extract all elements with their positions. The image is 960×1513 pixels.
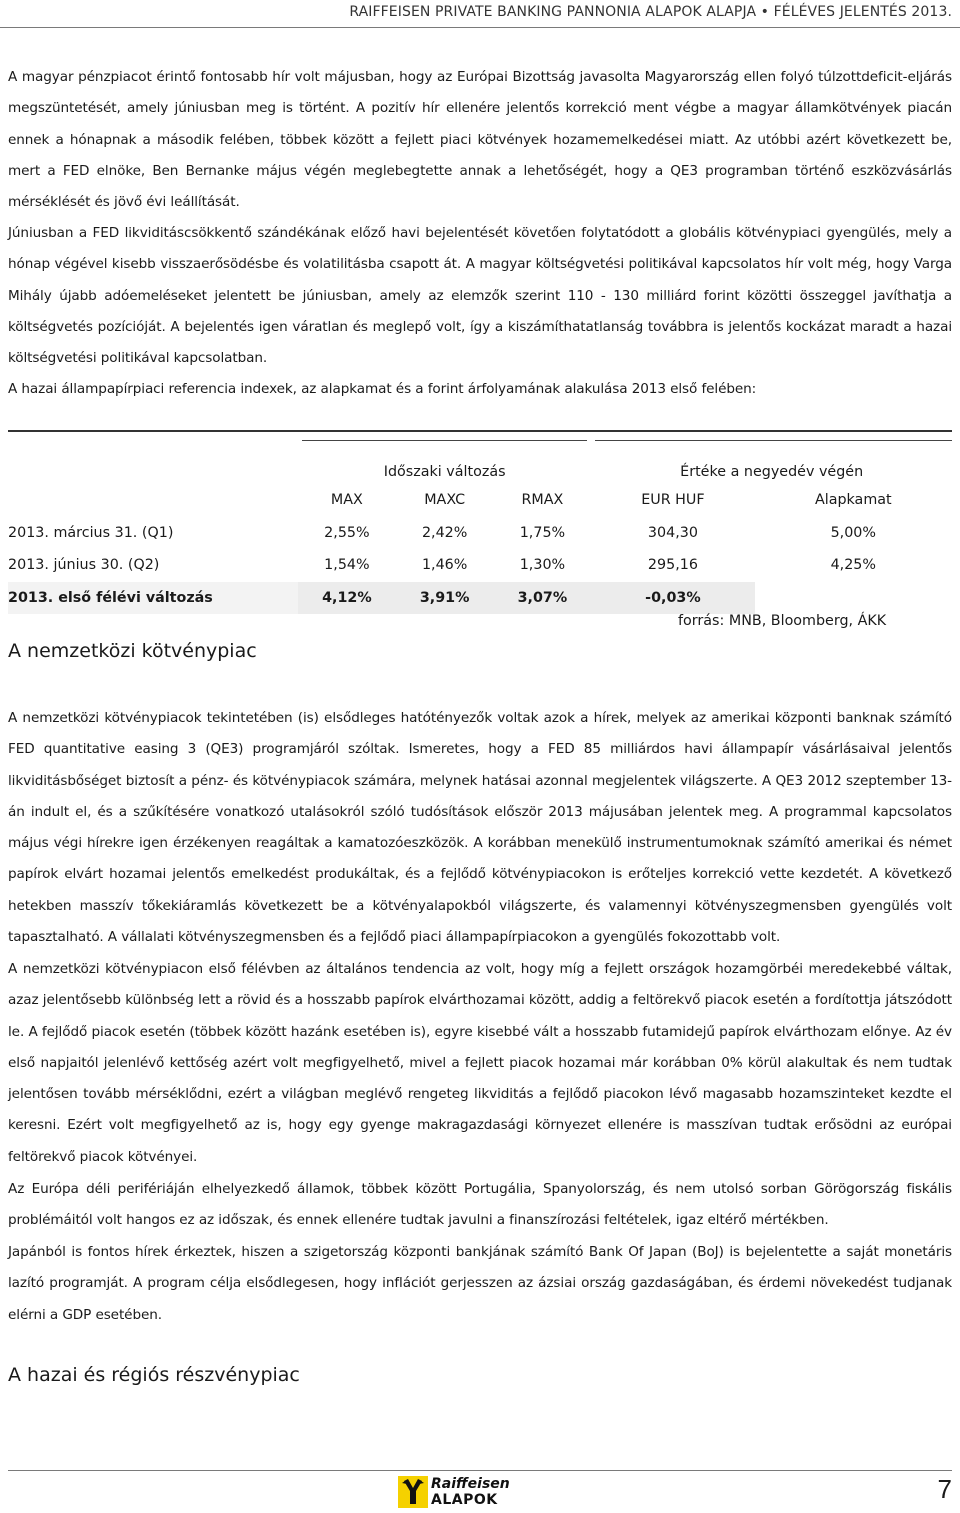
- table-cell: 1,30%: [519, 557, 566, 574]
- table-row: [8, 517, 952, 550]
- group-header-period-change: Időszaki változás: [298, 431, 591, 484]
- table-cell: 4,25%: [830, 557, 876, 574]
- section-heading-international-bonds: A nemzetközi kötvénypiac: [8, 640, 257, 662]
- section-heading-equity-market: A hazai és régiós részvénypiac: [8, 1364, 300, 1386]
- column-header: EUR HUF: [641, 492, 705, 509]
- row-label: 2013. június 30. (Q2): [8, 557, 160, 574]
- table-cell: 5,00%: [830, 524, 876, 541]
- group-header-quarter-end-value: Értéke a negyedév végén: [591, 431, 952, 484]
- logo-sub-text: ALAPOK: [431, 1492, 498, 1508]
- row-label: 2013. március 31. (Q1): [8, 524, 174, 541]
- raiffeisen-crossed-horse-heads-icon: [398, 1476, 428, 1508]
- table-cell: [755, 582, 952, 615]
- logo-brand-text: Raiffeisen: [431, 1476, 510, 1492]
- table-source: forrás: MNB, Bloomberg, ÁKK: [678, 613, 887, 629]
- header-rule: [0, 27, 960, 28]
- column-header: MAXC: [424, 492, 466, 509]
- table-group-header-row: [8, 431, 952, 484]
- row-label: 2013. első félévi változás: [8, 582, 298, 615]
- table-cell: 295,16: [647, 557, 698, 574]
- reference-index-table: [8, 430, 952, 614]
- paragraph-money-market: A magyar pénzpiacot érintő fontosabb hír volt májusban, hogy az Európai Bizottság javasolta Magyarország ellen folyó túlzottdeficit-eljárás megszüntetését, amely júniusban meg is történt. A pozitív hír ellenére jelentős korrekció ment végbe a magyar államkötvények piacán ennek a hónapnak a második felében, többek között a fejlett piaci kötvények hozamemelkedései miatt. Az utóbbi azért következett be, mert a FED elnöke, Ben Bernanke május végén meglebegtette annak a lehetőségét, hogy a QE3 programban történő eszközvásárlás mérséklését és jövő évi leállítását.: [8, 69, 952, 211]
- paragraph-europe-periphery: Az Európa déli perifériáján elhelyezkedő államok, többek között Portugália, Spanyolország, és nem utolsó sorban Görögország fiskális problémáitól volt hangos ez az időszak, és ennek ellenére tudtak javulni a finanszírozási feltételek, igaz eltérő mértékben.: [8, 1181, 952, 1229]
- footer-rule: [8, 1470, 952, 1471]
- table-cell: 1,75%: [519, 524, 566, 541]
- paragraph-japan: Japánból is fontos hírek érkeztek, hiszen a szigetország központi bankjának számító Bank Of Japan (BoJ) is bejelentette a saját monetáris lazító programját. A program célja elsődlegesen, hogy inflációt gerjesszen az ázsiai ország gazdaságában, és érdemi növekedést tudjanak elérni a GDP esetében.: [8, 1244, 952, 1323]
- table-cell: 2,42%: [421, 524, 468, 541]
- table-cell: 1,46%: [421, 557, 468, 574]
- column-header: Alapkamat: [814, 492, 892, 509]
- table-cell: 2,55%: [324, 524, 370, 541]
- table-cell: -0,03%: [591, 582, 754, 615]
- table-cell: 1,54%: [324, 557, 370, 574]
- table-column-header-row: [8, 484, 952, 517]
- table-cell: 304,30: [647, 524, 698, 541]
- paragraph-yield-curves: A nemzetközi kötvénypiacon első félévben az általános tendencia az volt, hogy míg a fejlett országok hozamgörbéi meredekebbé váltak, azaz jelentősebb különbség lett a rövid és a hosszabb papírok elvárthozamai között, addig a feltörekvő piacok esetén a fordítottja játszódott le. A fejlődő piacok esetén (többek között hazánk esetében is), egyre kisebbé vált a hosszabb futamidejű papírok elvárthozam előnye. Az év első napjaitól jelenlévő kettőség azért volt megfigyelhető, mivel a fejlett piacok hozamai már korábban 0% körül alakultak és nem tudtak jelentősen tovább mérséklődni, ezért a világban meglévő rengeteg likviditás a fejlődő piacokon lévő magasabb hozamszinteket kezdte el keresni. Ezért volt megfigyelhető az is, hogy egy gyenge makragazdasági környezet ellenére is masszívan tudtak erősödni az európai feltörekvő piacok kötvényei.: [8, 961, 952, 1165]
- column-header: RMAX: [521, 492, 564, 509]
- paragraph-qe3: A nemzetközi kötvénypiacok tekintetében (is) elsődleges hatótényezők voltak azok a hírek, melyek az amerikai központi banknak számító FED quantitative easing 3 (QE3) programjáról szóltak. Ismeretes, hogy a FED 85 milliárdos havi állampapír vásárlásaival jelentős likviditásbőséget biztosít a pénz- és kötvénypiacok számára, melynek hatásai azonnal megjelentek világszerte. A QE3 2012 szeptember 13-án indult el, és a szűkítésére vonatkozó utalásokról szóló tudósítások először 2013 májusában jelentek meg. A programmal kapcsolatos május végi hírekre igen érzékenyen reagáltak a kamatozóeszközök. A korábban menekülő instrumentumoknak számító amerikai és német papírok elvárt hozamai jelentős emelkedést produkáltak, és a fejlődő kötvénypiacokon is erőteljes korrekció vette kezdetét. A következő hetekben masszív tőkekiáramlás következett be a kötvényalapokból világszerte, és valamennyi kötvényszegmensben gyengülés volt tapasztalható. A vállalati kötvényszegmensben és a fejlődő piaci állampapírpiacokon a gyengülés fokozottabb volt.: [8, 710, 952, 946]
- running-header: RAIFFEISEN PRIVATE BANKING PANNONIA ALAPOK ALAPJA • FÉLÉVES JELENTÉS 2013.: [349, 4, 952, 20]
- paragraph-table-intro: A hazai állampapírpiaci referencia indexek, az alapkamat és a forint árfolyamának alakulása 2013 első felében:: [8, 381, 757, 397]
- page-number: 7: [937, 1474, 952, 1504]
- table-cell: 4,12%: [298, 582, 396, 615]
- table-total-row: [8, 582, 952, 615]
- table-cell: 3,91%: [396, 582, 494, 615]
- table-row: [8, 549, 952, 582]
- paragraph-fed-june: Júniusban a FED likviditáscsökkentő szándékának előző havi bejelentését követően folytatódott a globális kötvénypiaci gyengülés, mely a hónap végével kisebb visszaerősödésbe és volatilitásba csapott át. A magyar költségvetési politikával kapcsolatos hír volt még, hogy Varga Mihály újabb adóemeléseket jelentett be júniusban, amely az elemzők szerint 110 - 130 milliárd forint közötti összeggel javíthatja a költségvetés pozícióját. A bejelentés igen váratlan és meglepő volt, így a kiszámíthatatlanság továbbra is jelentős kockázat maradt a hazai költségvetési politikával kapcsolatban.: [8, 225, 952, 367]
- table-cell: 3,07%: [494, 582, 592, 615]
- raiffeisen-logo: [398, 1476, 516, 1510]
- column-header: MAX: [330, 492, 363, 509]
